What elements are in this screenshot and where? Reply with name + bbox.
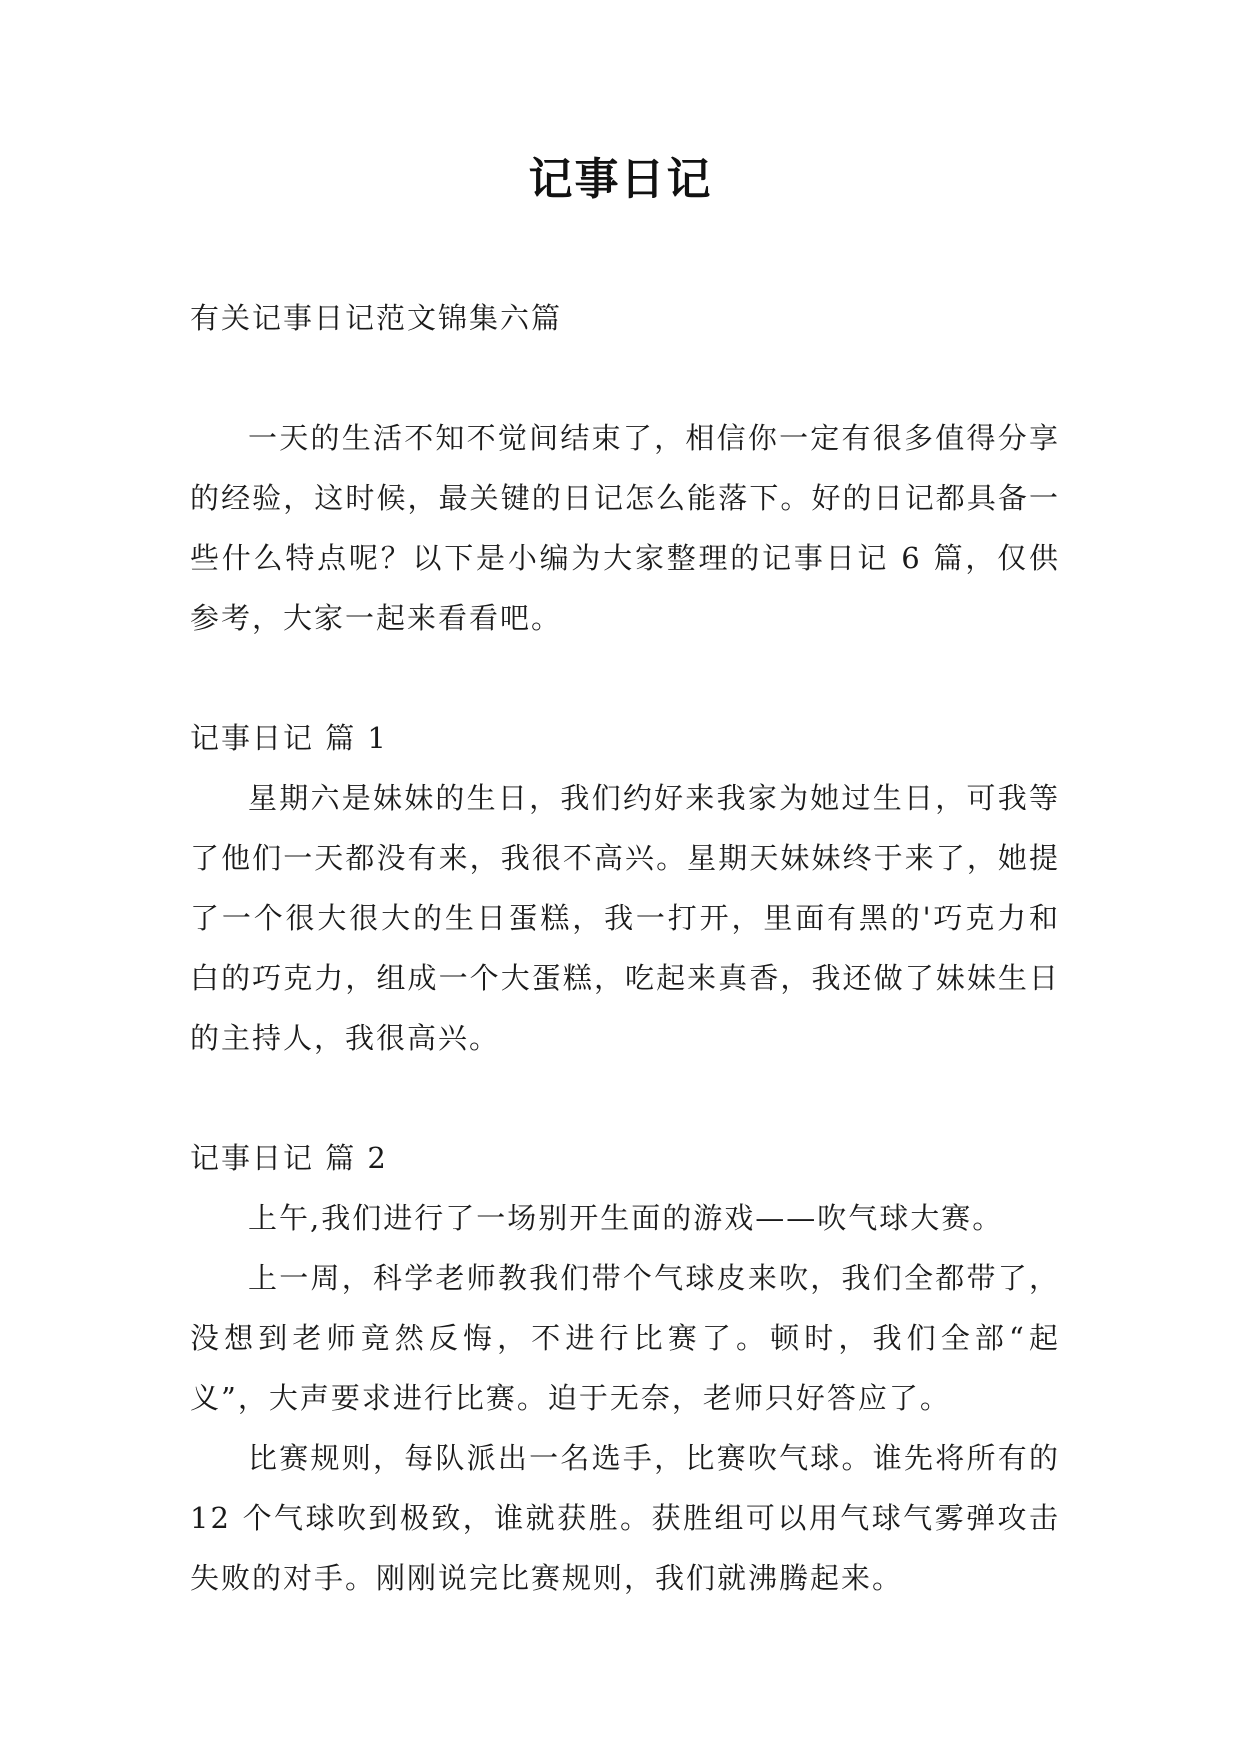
section-2-paragraph-1: 上午,我们进行了一场别开生面的游戏——吹气球大赛。 bbox=[248, 1201, 1004, 1235]
section-spacer bbox=[190, 648, 1060, 708]
section-spacer bbox=[190, 1068, 1060, 1128]
document-subtitle: 有关记事日记范文锦集六篇 bbox=[190, 301, 563, 335]
section-heading-1: 记事日记 篇 1 bbox=[190, 721, 388, 755]
section-heading-2: 记事日记 篇 2 bbox=[190, 1141, 388, 1175]
intro-paragraph: 一天的生活不知不觉间结束了，相信你一定有很多值得分享的经验，这时候，最关键的日记怎么能落下。好的日记都具备一些什么特点呢？以下是小编为大家整理的记事日记 6 篇，仅供参考，大家一起来看看吧。 bbox=[190, 421, 1060, 635]
section-2-paragraph-3: 比赛规则，每队派出一名选手，比赛吹气球。谁先将所有的 12 个气球吹到极致，谁就获胜。获胜组可以用气球气雾弹攻击失败的对手。刚刚说完比赛规则，我们就沸腾起来。 bbox=[190, 1441, 1060, 1595]
document-body bbox=[190, 288, 1060, 1608]
section-1-paragraph-1: 星期六是妹妹的生日，我们约好来我家为她过生日，可我等了他们一天都没有来，我很不高兴。星期天妹妹终于来了，她提了一个很大很大的生日蛋糕，我一打开，里面有黑的'巧克力和白的巧克力，组成一个大蛋糕，吃起来真香，我还做了妹妹生日的主持人，我很高兴。 bbox=[190, 781, 1060, 1055]
section-2-paragraph-2: 上一周，科学老师教我们带个气球皮来吹，我们全都带了，没想到老师竟然反悔，不进行比赛了。顿时，我们全部“起义”，大声要求进行比赛。迫于无奈，老师只好答应了。 bbox=[190, 1261, 1060, 1415]
document-title: 记事日记 bbox=[528, 154, 713, 205]
